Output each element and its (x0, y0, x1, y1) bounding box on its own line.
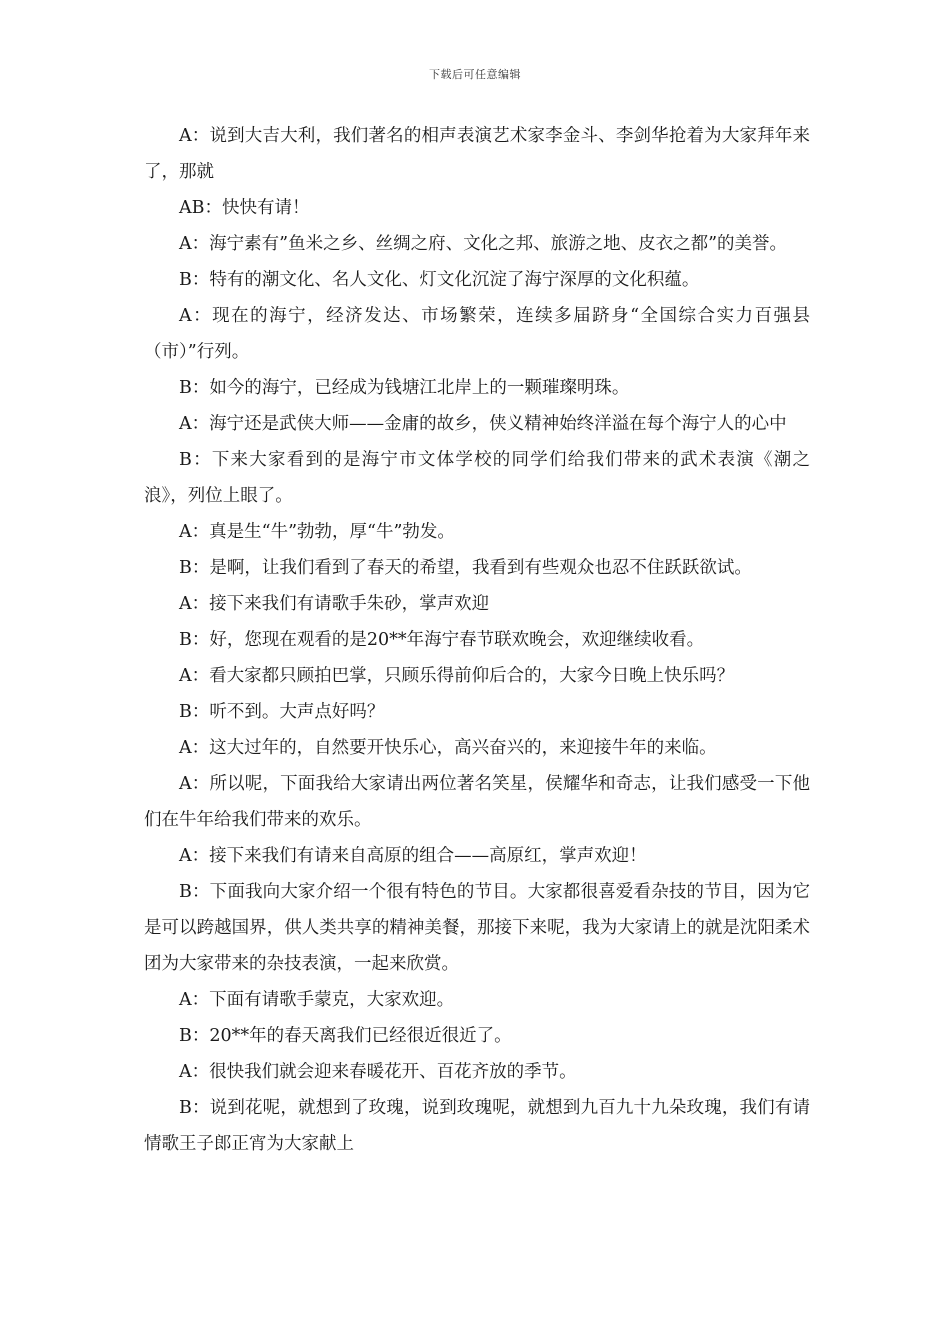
paragraph: A：海宁素有”鱼米之乡、丝绸之府、文化之邦、旅游之地、皮衣之都”的美誉。 (179, 234, 788, 254)
paragraph: A：真是生“牛”勃勃，厚“牛”勃发。 (179, 522, 455, 542)
document-body (144, 118, 810, 1162)
paragraph: B：特有的潮文化、名人文化、灯文化沉淀了海宁深厚的文化积蕴。 (179, 270, 700, 290)
paragraph: A：所以呢，下面我给大家请出两位著名笑星，侯耀华和奇志，让我们感受一下他们在牛年给我们带来的欢乐。 (144, 774, 810, 830)
paragraph: B：好，您现在观看的是20**年海宁春节联欢晚会，欢迎继续收看。 (179, 630, 705, 650)
paragraph: A：接下来我们有请歌手朱砂，掌声欢迎 (179, 594, 490, 614)
paragraph: AB：快快有请！ (179, 198, 310, 218)
paragraph: B：20**年的春天离我们已经很近很近了。 (179, 1026, 512, 1046)
paragraph: B：听不到。大声点好吗？ (179, 702, 385, 722)
paragraph: A：这大过年的，自然要开快乐心，高兴奋兴的，来迎接牛年的来临。 (179, 738, 717, 758)
paragraph: B：下来大家看到的是海宁市文体学校的同学们给我们带来的武术表演《潮之浪》，列位上眼了。 (144, 450, 810, 506)
page-header: 下载后可任意编辑 (429, 68, 521, 81)
paragraph: A：下面有请歌手蒙克，大家欢迎。 (179, 990, 455, 1010)
paragraph: A：现在的海宁，经济发达、市场繁荣，连续多届跻身“全国综合实力百强县（市）”行列。 (144, 306, 810, 362)
paragraph: B：是啊，让我们看到了春天的希望，我看到有些观众也忍不住跃跃欲试。 (179, 558, 752, 578)
paragraph: A：接下来我们有请来自高原的组合——高原红，掌声欢迎！ (179, 846, 647, 866)
paragraph: B：下面我向大家介绍一个很有特色的节目。大家都很喜爱看杂技的节目，因为它是可以跨越国界，供人类共享的精神美餐，那接下来呢，我为大家请上的就是沈阳柔术团为大家带来的杂技表演，一起来欣赏。 (144, 882, 810, 974)
paragraph: B：说到花呢，就想到了玫瑰，说到玫瑰呢，就想到九百九十九朵玫瑰，我们有请情歌王子郎正宵为大家献上 (144, 1098, 810, 1154)
paragraph: A：海宁还是武侠大师——金庸的故乡，侠义精神始终洋溢在每个海宁人的心中 (179, 414, 787, 434)
paragraph: B：如今的海宁，已经成为钱塘江北岸上的一颗璀璨明珠。 (179, 378, 630, 398)
paragraph: A：看大家都只顾拍巴掌，只顾乐得前仰后合的，大家今日晚上快乐吗？ (179, 666, 735, 686)
paragraph: A：说到大吉大利，我们著名的相声表演艺术家李金斗、李剑华抢着为大家拜年来了，那就 (144, 126, 810, 182)
paragraph: A：很快我们就会迎来春暖花开、百花齐放的季节。 (179, 1062, 577, 1082)
